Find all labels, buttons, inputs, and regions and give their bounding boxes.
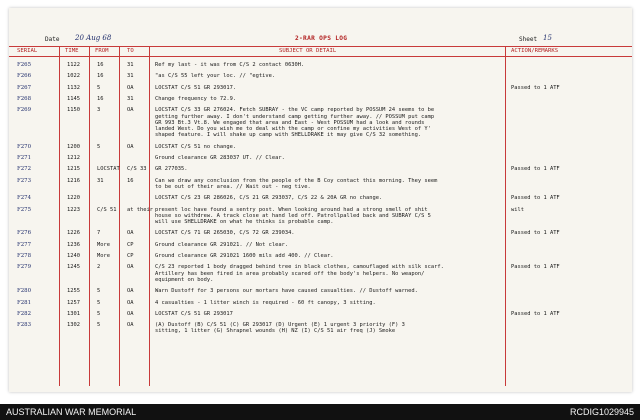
row-serial: F274 <box>17 195 32 202</box>
col-action-header: ACTION/REMARKS <box>511 48 559 54</box>
row-to: OA <box>127 107 134 114</box>
row-action: Passed to 1 ATF <box>511 230 560 237</box>
row-detail-line: LOCSTAT C/S 51 GR 293017. <box>155 84 237 91</box>
log-title: 2-RAR OPS LOG <box>295 35 348 42</box>
row-detail-line: Can we draw any conclusion from the people of the B Coy contact this morning. They seem <box>155 177 438 184</box>
row-serial: F271 <box>17 155 32 161</box>
row-from: 5 <box>97 310 101 317</box>
row-serial: F270 <box>17 143 32 150</box>
row-to: OA <box>127 84 134 91</box>
row-detail-line: will use SHELLDRAKE on what he thinks is probable camp. <box>155 219 334 226</box>
col-divider <box>89 46 90 386</box>
row-action: Passed to 1 ATF <box>511 195 560 202</box>
col-serial-header: SERIAL <box>17 48 38 54</box>
row-time: 1301 <box>67 310 80 317</box>
row-time: 1223 <box>67 206 80 213</box>
row-detail-line: Ground clearance GR 291021 1600 mils add 400. // Clear. <box>155 253 334 259</box>
row-to: OA <box>127 230 134 237</box>
row-to: OA <box>127 299 134 306</box>
row-from: More <box>97 241 110 248</box>
row-from: 5 <box>97 143 101 150</box>
row-from: 16 <box>97 62 104 68</box>
row-detail-line: house so withdrew. A track close at hand led off. Patrollpalled back and SUBRAY C/S 5 <box>155 212 431 219</box>
row-detail-line: to be out of their area. // Wait out - neg tive. <box>155 183 311 190</box>
row-to: OA <box>127 322 134 329</box>
row-serial: F280 <box>17 288 32 295</box>
header-top-rule <box>9 46 632 47</box>
row-action: wilt <box>511 206 524 213</box>
row-detail-line: LOCSTAT C/S 51 GR 293017 <box>155 310 233 317</box>
row-from: More <box>97 253 110 259</box>
row-serial: F269 <box>17 107 32 114</box>
footer-institution: AUSTRALIAN WAR MEMORIAL <box>6 407 137 417</box>
log-sheet <box>9 8 632 392</box>
row-serial: F275 <box>17 206 32 213</box>
row-to: C/S 33 <box>127 166 147 173</box>
row-serial: F267 <box>17 84 32 91</box>
row-serial: F276 <box>17 230 32 237</box>
row-action: Passed to 1 ATF <box>511 166 560 173</box>
row-action: Passed to 1 ATF <box>511 264 560 271</box>
row-to: at their <box>127 206 153 213</box>
row-detail-line: present loc have found a sentry post. When looking around had a strong smell of shit <box>155 206 428 213</box>
row-time: 1132 <box>67 84 80 91</box>
row-time: 1145 <box>67 95 80 102</box>
row-to: 16 <box>127 177 134 184</box>
row-detail-line: sitting, 1 litter (G) Shrapnel wounds (H) NZ (I) C/S 51 air freq (J) Smoke <box>155 328 396 335</box>
row-time: 1200 <box>67 143 80 150</box>
row-time: 1150 <box>67 107 80 114</box>
row-time: 1212 <box>67 155 80 161</box>
row-serial: F277 <box>17 241 32 248</box>
sheet-label: Sheet <box>519 36 538 43</box>
row-detail-line: (A) Dustoff (B) C/S 51 (C) GR 293017 (D) Urgent (E) 1 urgent 3 priority (F) 3 <box>155 322 405 329</box>
row-serial: F281 <box>17 299 32 306</box>
row-detail-line: Change frequency to 72.9. <box>155 95 237 102</box>
row-detail-line: Artillery has been fired in area probably scared off the body's helpers. No weapon/ <box>155 270 425 277</box>
row-from: LOCSTAT <box>97 166 120 173</box>
row-time: 1216 <box>67 177 80 184</box>
row-from: 5 <box>97 299 101 306</box>
row-detail-line: LOCSTAT C/S 51 no change. <box>155 143 237 150</box>
row-time: 1226 <box>67 230 80 237</box>
row-to: 31 <box>127 73 134 80</box>
row-to: OA <box>127 143 134 150</box>
archive-footer <box>0 404 640 420</box>
row-time: 1122 <box>67 62 80 68</box>
row-to: OA <box>127 264 134 271</box>
row-detail-line: getting further away. I don't understand camp getting further away. // POSSUM put camp <box>155 113 435 120</box>
row-action: Passed to 1 ATF <box>511 310 560 317</box>
row-detail-line: landed West. Do you wish me to deal with the camp or confine my activities West of Y' <box>155 126 431 133</box>
header-bottom-rule <box>9 56 632 57</box>
date-value: 20 Aug 68 <box>75 34 112 42</box>
row-to: OA <box>127 310 134 317</box>
row-serial: F278 <box>17 253 32 259</box>
row-detail-line: Ground clearance GR 283037 UT. // Clear. <box>155 155 285 161</box>
col-divider <box>119 46 120 386</box>
col-to-header: TO <box>127 48 134 54</box>
row-serial: F283 <box>17 322 32 329</box>
row-time: 1255 <box>67 288 80 295</box>
footer-record-id: RCDIG1029945 <box>569 407 634 417</box>
row-time: 1245 <box>67 264 80 271</box>
col-divider <box>505 46 506 386</box>
col-subject-header: SUBJECT OR DETAIL <box>279 48 337 54</box>
row-detail-line: LOCSTAT C/S 33 GR 276024. Fetch SUBRAY - the VC camp reported by POSSUM 24 seems to be <box>155 107 435 114</box>
row-detail-line: LOCSTAT C/S 71 GR 265030, C/S 72 GR 239034. <box>155 230 295 237</box>
row-detail-line: Ref my last - it was from C/S 2 contact 0630H. <box>155 62 305 68</box>
row-detail-line: GR 277035. <box>155 166 188 173</box>
row-detail-line: Ground clearance GR 291021. // Not clear. <box>155 241 289 248</box>
row-from: 5 <box>97 288 101 295</box>
row-detail-line: LOCSTAT C/S 23 GR 286026, C/S 21 GR 293037, C/S 22 & 20A GR no change. <box>155 195 383 202</box>
row-detail-line: "as C/S 55 left your loc. // "egtive. <box>155 73 276 80</box>
row-time: 1215 <box>67 166 80 173</box>
row-time: 1236 <box>67 241 80 248</box>
sheet-value: 15 <box>543 34 552 42</box>
row-detail-line: 4 casualties - 1 litter winch is required - 60 ft canopy, 3 sitting. <box>155 299 376 306</box>
row-detail-line: shaped feature. I will shake up camp with SHELLDRAKE it may give C/S 32 something. <box>155 132 422 139</box>
row-time: 1257 <box>67 299 80 306</box>
row-from: 31 <box>97 177 104 184</box>
row-time: 1022 <box>67 73 80 80</box>
row-detail-line: equipment on body. <box>155 276 214 283</box>
row-serial: F273 <box>17 177 32 184</box>
row-time: 1240 <box>67 253 80 259</box>
row-from: 16 <box>97 73 104 80</box>
date-label: Date <box>45 36 60 43</box>
row-action: Passed to 1 ATF <box>511 84 560 91</box>
row-from: 7 <box>97 230 101 237</box>
row-to: 31 <box>127 62 134 68</box>
row-to: 31 <box>127 95 134 102</box>
row-serial: F272 <box>17 166 32 173</box>
row-from: 16 <box>97 95 104 102</box>
row-from: 5 <box>97 322 101 329</box>
row-serial: F266 <box>17 73 32 80</box>
row-detail-line: GR 993 Bt.3 Vt.8. We engaged that area and East - West POSSUM had a look and rounds <box>155 119 425 126</box>
row-to: OA <box>127 288 134 295</box>
row-time: 1302 <box>67 322 80 329</box>
row-serial: F268 <box>17 95 32 102</box>
row-to: CP <box>127 241 134 248</box>
row-detail-line: Warn Dustoff for 3 persons our mortars have caused casualties. // Dustoff warned. <box>155 288 418 295</box>
row-to: CP <box>127 253 134 259</box>
row-time: 1220 <box>67 195 80 202</box>
row-serial: F279 <box>17 264 32 271</box>
row-from: C/S 51 <box>97 206 117 213</box>
col-divider <box>59 46 60 386</box>
col-divider <box>149 46 150 386</box>
col-time-header: TIME <box>65 48 79 54</box>
row-from: 2 <box>97 264 101 271</box>
row-detail-line: C/S 23 reported 1 body dragged behind tree in black clothes, camouflaged with silk scarf. <box>155 264 444 271</box>
row-from: 3 <box>97 107 101 114</box>
row-from: 5 <box>97 84 101 91</box>
row-serial: F282 <box>17 310 32 317</box>
row-serial: F265 <box>17 62 32 68</box>
col-from-header: FROM <box>95 48 109 54</box>
